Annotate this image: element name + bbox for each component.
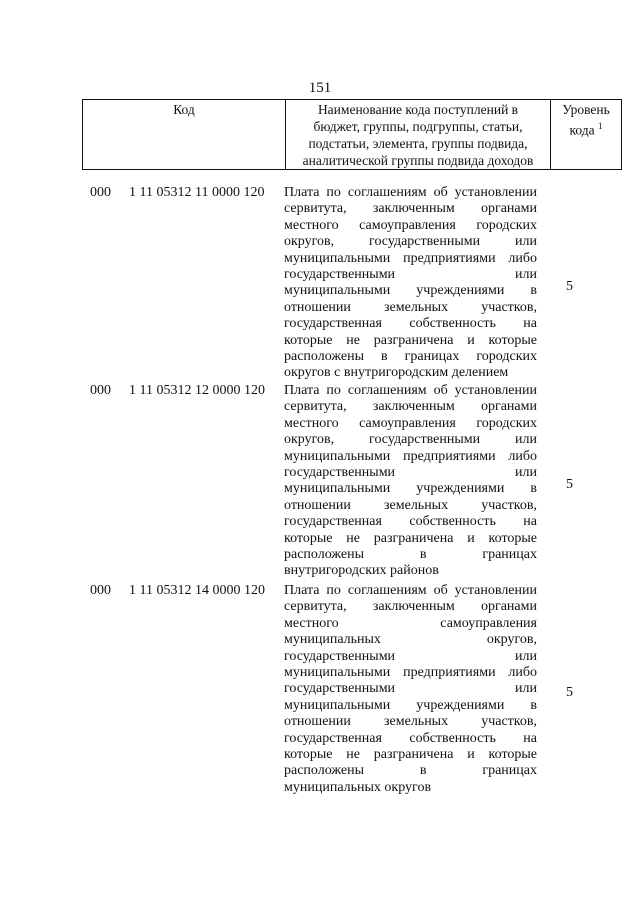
description-line: муниципальными предприятиями либо bbox=[284, 448, 537, 464]
description-line: отношении земельных участков, bbox=[284, 497, 537, 513]
description-line: государственная собственность на bbox=[284, 514, 537, 530]
income-code: 1 11 05312 14 0000 120 bbox=[129, 583, 265, 598]
header-name-line: подстатьи, элемента, группы подвида, bbox=[308, 136, 528, 151]
description-line: муниципальных округов bbox=[284, 779, 432, 795]
description-line: округов, государственными или bbox=[284, 234, 537, 250]
header-name-line: аналитической группы подвида доходов bbox=[302, 153, 534, 168]
level-value: 5 bbox=[566, 279, 573, 294]
description-line: Плата по соглашениям об установлении bbox=[284, 583, 537, 598]
description-line: сервитута, заключенным органами bbox=[284, 201, 537, 217]
level-value: 5 bbox=[566, 477, 573, 492]
description-line: муниципальных округов, bbox=[284, 632, 537, 648]
description-line: округов с внутригородским делением bbox=[284, 365, 509, 381]
description-line: государственными или bbox=[284, 266, 537, 282]
description-line: государственная собственность на bbox=[284, 316, 537, 332]
header-level-label-2: кода $^1$ bbox=[569, 121, 603, 138]
income-code: 1 11 05312 12 0000 120 bbox=[129, 383, 265, 398]
admin-code: 000 bbox=[90, 383, 111, 398]
description-line: Плата по соглашениям об установлении bbox=[284, 383, 537, 398]
description-line: Плата по соглашениям об установлении bbox=[284, 185, 537, 200]
description-line: отношении земельных участков, bbox=[284, 714, 537, 730]
description-line: расположены в границах bbox=[284, 763, 537, 779]
description-line: государственными или bbox=[284, 464, 537, 480]
page-number: 151 bbox=[308, 80, 332, 96]
description-line: которые не разграничена и которые bbox=[284, 746, 537, 762]
income-code: 1 11 05312 11 0000 120 bbox=[129, 185, 265, 200]
income-description bbox=[284, 185, 537, 382]
header-code-label: Код bbox=[173, 102, 195, 117]
description-line: местного самоуправления городских bbox=[284, 415, 537, 431]
description-line: которые не разграничена и которые bbox=[284, 332, 537, 348]
description-line: сервитута, заключенным органами bbox=[284, 399, 537, 415]
description-line: местного самоуправления bbox=[284, 615, 537, 631]
header-code bbox=[83, 100, 286, 170]
description-line: муниципальными предприятиями либо bbox=[284, 250, 537, 266]
description-line: округов, государственными или bbox=[284, 432, 537, 448]
description-line: отношении земельных участков, bbox=[284, 299, 537, 315]
description-line: государственная собственность на bbox=[284, 730, 537, 746]
description-line: муниципальными учреждениями в bbox=[284, 697, 537, 713]
description-line: сервитута, заключенным органами bbox=[284, 599, 537, 615]
description-line: муниципальными учреждениями в bbox=[284, 481, 537, 497]
description-line: местного самоуправления городских bbox=[284, 217, 537, 233]
description-line: муниципальными учреждениями в bbox=[284, 283, 537, 299]
description-line: государственными или bbox=[284, 681, 537, 697]
header-name-line: Наименование кода поступлений в bbox=[317, 102, 519, 117]
level-value: 5 bbox=[566, 685, 573, 700]
description-line: муниципальными предприятиями либо bbox=[284, 664, 537, 680]
table-header bbox=[82, 99, 622, 170]
footnote-marker: 1 bbox=[597, 121, 603, 131]
admin-code: 000 bbox=[90, 583, 111, 598]
admin-code: 000 bbox=[90, 185, 111, 200]
description-line: расположены в границах городских bbox=[284, 348, 537, 364]
header-level-label: Уровень bbox=[562, 102, 610, 117]
income-description bbox=[284, 383, 537, 580]
description-line: государственными или bbox=[284, 648, 537, 664]
description-line: внутригородских районов bbox=[284, 563, 439, 579]
header-name-line: бюджет, группы, подгруппы, статьи, bbox=[313, 119, 523, 134]
header-name bbox=[286, 100, 551, 170]
description-line: которые не разграничена и которые bbox=[284, 530, 537, 546]
description-line: расположены в границах bbox=[284, 546, 537, 562]
income-description bbox=[284, 583, 537, 796]
header-level bbox=[551, 100, 622, 170]
